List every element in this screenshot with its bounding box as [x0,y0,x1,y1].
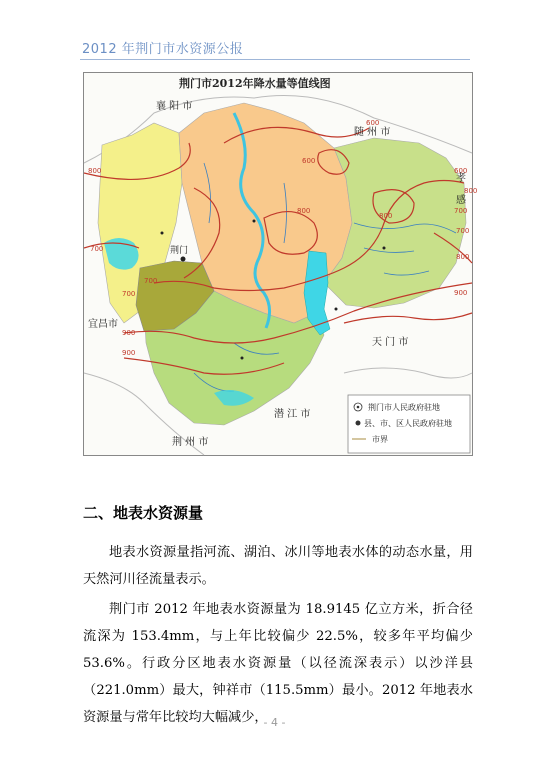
region-label-jingzhou: 荆 州 市 [172,437,209,448]
map-legend [348,395,470,453]
isoline-label: 900 [122,349,136,357]
region-label-jingmen: 荆门 [170,246,189,256]
legend-item-label: 市界 [372,435,388,444]
rainfall-isoline-map [83,72,478,456]
page-header: 2012 年荆门市水资源公报 [82,42,244,57]
isoline-label: 800 [456,253,470,261]
page-number: - 4 - [263,716,286,729]
isoline-label: 800 [379,212,393,220]
map-title: 荆门市2012年降水量等值线图 [179,77,331,90]
isoline-label: 700 [456,227,470,235]
isoline-label: 700 [454,207,468,215]
header-divider [80,59,470,60]
region-label-xiangyang: 襄 阳 市 [156,101,193,112]
isoline-label: 800 [464,187,478,195]
paragraph: 地表水资源量指河流、湖泊、冰川等地表水体的动态水量，用天然河川径流量表示。 [83,545,473,587]
region-label-yichang: 宜昌市 [88,319,118,330]
isoline-label: 900 [454,289,468,297]
isoline-label: 700 [90,245,104,253]
region-label-qianjiang: 潜 江 市 [274,409,311,420]
region-label-suizhou: 随 州 市 [354,127,391,138]
isoline-label: 600 [454,167,468,175]
city-marker [241,357,244,360]
region-label-tianmen: 天 门 市 [372,337,409,348]
city-marker [383,247,386,250]
isoline-label: 800 [297,207,311,215]
isoline-label: 600 [366,119,380,127]
city-marker [335,308,338,311]
legend-item-label: 县、市、区人民政府驻地 [364,419,452,428]
isoline-label: 600 [302,157,316,165]
region-label-xiaogan: 孝 [456,173,466,184]
isoline-label: 900 [122,329,136,337]
city-marker [161,232,164,235]
section-heading: 二、地表水资源量 [83,504,204,522]
isoline-label: 700 [144,277,158,285]
isoline-label: 800 [88,167,102,175]
isoline-label: 700 [122,290,136,298]
paragraph: 荆门市 2012 年地表水资源量为 18.9145 亿立方米，折合径流深为 153.4mm，与上年比较偏少 22.5%，较多年平均偏少 53.6%。行政分区地表水资源量（以径流深表示）以沙洋县（221.0mm）最大，钟祥市（115.5mm）最小。2012 年地表水资源量与常年比较均大幅减少， [83,602,473,725]
city-marker [181,257,186,262]
legend-item-label: 荆门市人民政府驻地 [368,403,440,412]
city-marker [253,220,256,223]
region-label-xiaogan: 感 [456,195,466,206]
